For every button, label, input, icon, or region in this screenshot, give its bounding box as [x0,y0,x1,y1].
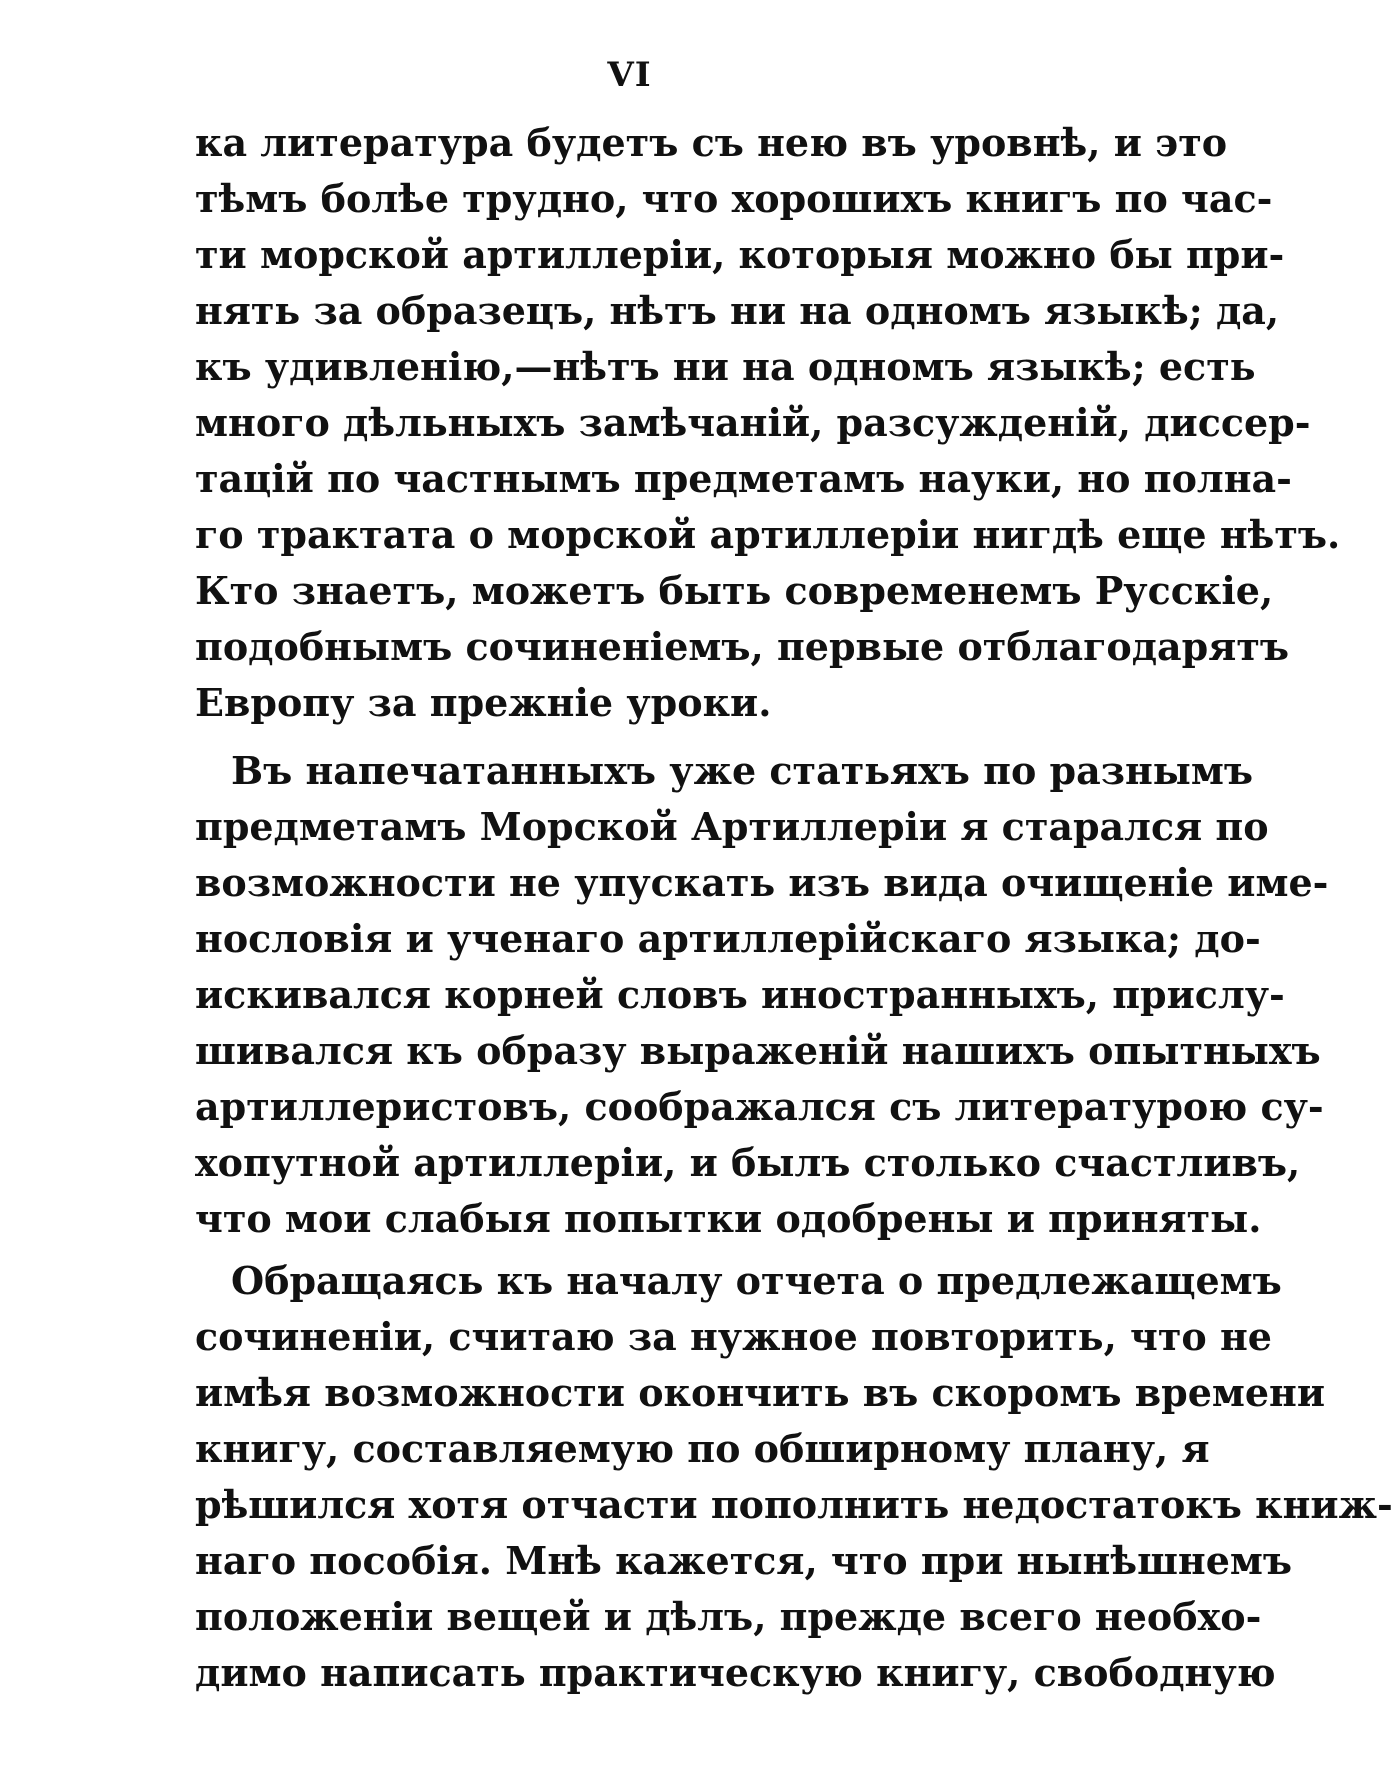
text-line: Обращаясь къ началу отчета о предлежащемъ [231,1258,1282,1303]
paragraph-3 [195,1253,1393,1701]
text-line: нять за образецъ, нѣтъ ни на одномъ языкѣ; да, [195,288,1280,333]
text-line: тѣмъ болѣе трудно, что хорошихъ книгъ по час- [195,176,1273,221]
text-line: наго пособія. Мнѣ кажется, что при нынѣшнемъ [195,1538,1293,1583]
text-line: сочиненіи, считаю за нужное повторить, что не [195,1314,1272,1359]
text-line: Кто знаетъ, можетъ быть современемъ Русскіе, [195,568,1274,613]
paragraph-2 [195,743,1329,1247]
text-line: имѣя возможности окончить въ скоромъ времени [195,1370,1326,1415]
text-line: ти морской артиллеріи, которыя можно бы при- [195,232,1285,277]
text-line: Европу за прежніе уроки. [195,680,772,725]
text-line: искивался корней словъ иностранныхъ, прислу- [195,972,1285,1017]
text-line: положеніи вещей и дѣлъ, прежде всего необхо- [195,1594,1262,1639]
text-line: много дѣльныхъ замѣчаній, разсужденій, диссер- [195,400,1311,445]
text-line: Въ напечатанныхъ уже статьяхъ по разнымъ [231,748,1254,793]
text-line: артиллеристовъ, соображался съ литературою су- [195,1084,1324,1129]
text-line: подобнымъ сочиненіемъ, первые отблагодарятъ [195,624,1290,669]
paragraph-1 [195,115,1341,731]
text-line: го трактата о морской артиллеріи нигдѣ еще нѣтъ. [195,512,1341,557]
text-line: тацій по частнымъ предметамъ науки, но полна- [195,456,1292,501]
text-line: хопутной артиллеріи, и былъ столько счастливъ, [195,1140,1301,1185]
text-line: нословія и ученаго артиллерійскаго языка; до- [195,916,1261,961]
text-line: шивался къ образу выраженій нашихъ опытныхъ [195,1028,1321,1073]
text-line: ка литература будетъ съ нею въ уровнѣ, и это [195,120,1228,165]
text-line: что мои слабыя попытки одобрены и приняты. [195,1196,1262,1241]
text-line: предметамъ Морской Артиллеріи я старался по [195,804,1269,849]
page-number: VI [607,55,652,95]
text-line: димо написать практическую книгу, свободную [195,1650,1276,1695]
text-line: книгу, составляемую по обширному плану, я [195,1426,1210,1471]
text-line: возможности не упускать изъ вида очищеніе име- [195,860,1329,905]
text-line: рѣшился хотя отчасти пополнить недостатокъ книж- [195,1482,1393,1527]
text-line: къ удивленію,—нѣтъ ни на одномъ языкѣ; есть [195,344,1256,389]
